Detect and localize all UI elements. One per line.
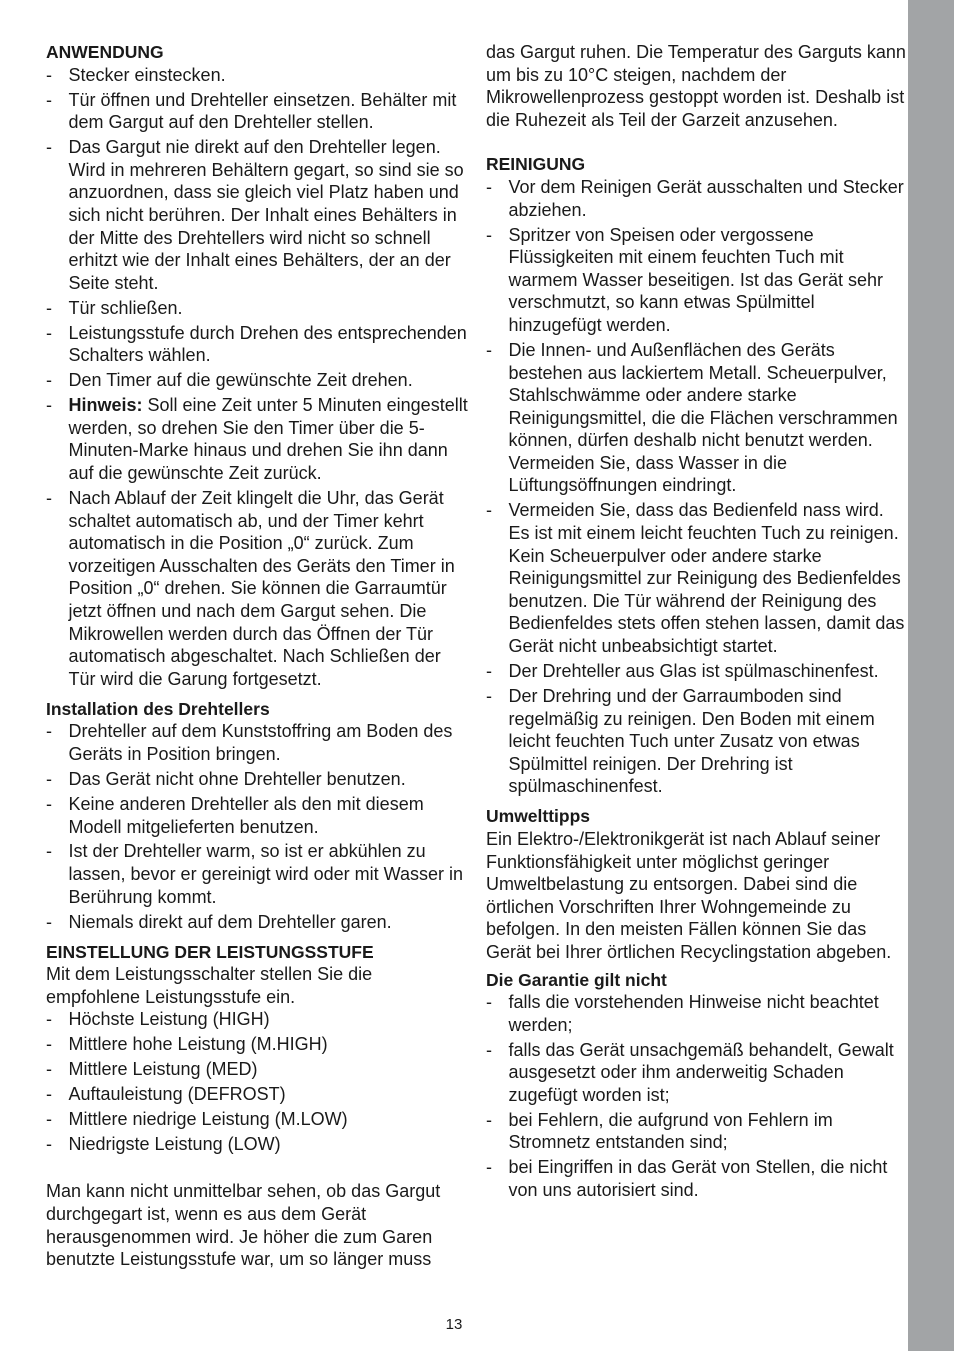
list-item: [486, 991, 906, 1036]
leistungsstufe-heading: EINSTELLUNG DER LEISTUNGSSTUFE: [46, 941, 374, 962]
list-item-text: Leistungsstufe durch Drehen des entsprechenden Schalters wählen.: [68, 322, 467, 366]
dash-bullet: -: [46, 1059, 52, 1080]
list-item-text: Drehteller auf dem Kunststoffring am Boden des Geräts in Position bringen.: [68, 721, 453, 764]
installation-heading: Installation des Drehtellers: [46, 698, 270, 719]
dash-bullet: -: [46, 841, 52, 862]
list-item-text: Spritzer von Speisen oder vergossene Flüssigkeiten mit einem feuchten Tuch mit warmem Wasser beseitigen. Ist das Gerät sehr verschmutzt, so kann etwas Spülmittel hinzugefügt werden.: [508, 224, 883, 335]
umwelttipps-text: Ein Elektro-/Elektronikgerät ist nach Ablauf seiner Funktionsfähigkeit unter möglichst geringer Umweltbelastung zu entsorgen. Dabei sind die örtlichen Vorschriften Ihrer Wohngemeinde zu befolgen. In den meisten Fällen können Sie das Gerät bei Ihrer örtlichen Recyclingstation abgeben.: [486, 828, 892, 962]
list-item: [486, 499, 906, 657]
dash-bullet: -: [46, 768, 52, 789]
leistungsstufe-intro: Mit dem Leistungsschalter stellen Sie die empfohlene Leistungsstufe ein.: [46, 964, 373, 1007]
list-item: [46, 64, 470, 87]
left-column: [46, 41, 470, 1271]
list-item: [46, 1033, 470, 1056]
dash-bullet: -: [486, 1157, 492, 1178]
list-item-text: Die Innen- und Außenflächen des Geräts bestehen aus lackiertem Metall. Scheuerpulver, Stahlschwämme oder andere starke Reinigungsmittel, die die Flächen verschrammen können, dürfen deshalb nicht benutzt werden. Vermeiden Sie, dass Wasser in die Lüftungsöffnungen eindringt.: [508, 339, 898, 496]
sidebar-tab: [908, 0, 954, 1351]
installation-list: [46, 720, 470, 933]
list-item-text: Niedrigste Leistung (LOW): [68, 1134, 281, 1155]
reinigung-heading: REINIGUNG: [486, 154, 586, 175]
list-item-text: Das Gargut nie direkt auf den Drehteller legen. Wird in mehreren Behältern gegart, so sind sie so anzuordnen, dass sie gleich viel Platz haben und sich nicht berühren. Der Inhalt eines Behälters in der Mitte des Drehtellers wird nicht so schnell erhitzt wie der Inhalt eines Behälters, der an der Seite steht.: [68, 137, 464, 293]
leistungsstufe-closing: Man kann nicht unmittelbar sehen, ob das Gargut durchgegart ist, wenn es aus dem Gerät herausgenommen wird. Je höher die zum Garen benutzte Leistungsstufe war, um so länger muss: [46, 1181, 441, 1270]
list-item: [486, 176, 906, 221]
hint-label: Hinweis:: [68, 395, 143, 416]
dash-bullet: -: [46, 1109, 52, 1130]
right-column: [486, 41, 906, 1204]
list-item: [46, 487, 470, 690]
dash-bullet: -: [46, 1009, 52, 1030]
garantie-list: [486, 991, 906, 1202]
list-item: [486, 1039, 906, 1107]
dash-bullet: -: [486, 661, 492, 681]
list-item-text: bei Eingriffen in das Gerät von Stellen, die nicht von uns autorisiert sind.: [508, 1157, 888, 1201]
dash-bullet: -: [486, 500, 492, 521]
dash-bullet: -: [46, 370, 52, 391]
dash-bullet: -: [486, 339, 492, 360]
list-item: [46, 1108, 470, 1131]
list-item: [46, 1008, 470, 1031]
list-item-text: falls das Gerät unsachgemäß behandelt, Gewalt ausgesetzt oder ihm anderweitig Schaden zugefügt worden ist;: [508, 1039, 894, 1105]
dash-bullet: -: [46, 911, 52, 932]
list-item-text: Der Drehring und der Garraumboden sind regelmäßig zu reinigen. Den Boden mit einem leicht feuchten Tuch unter Zusatz von etwas Spülmittel reinigen. Der Drehring ist spülmaschinenfest.: [508, 685, 875, 797]
dash-bullet: -: [46, 89, 52, 110]
list-item-text: Höchste Leistung (HIGH): [68, 1009, 270, 1030]
dash-bullet: -: [46, 1084, 52, 1105]
umwelttipps-heading: Umwelttipps: [486, 806, 591, 827]
list-item: [46, 1058, 470, 1081]
list-item-text: Keine anderen Drehteller als den mit diesem Modell mitgelieferten benutzen.: [68, 793, 424, 837]
list-item-text: Den Timer auf die gewünschte Zeit drehen.: [68, 370, 413, 391]
dash-bullet: -: [46, 297, 52, 318]
dash-bullet: -: [486, 1039, 492, 1060]
dash-bullet: -: [486, 685, 492, 706]
list-item: [46, 297, 470, 320]
dash-bullet: -: [46, 1134, 52, 1155]
list-item-text: Ist der Drehteller warm, so ist er abkühlen zu lassen, bevor er gereinigt wird oder mit Wasser in Berührung kommt.: [68, 841, 463, 907]
list-item: [46, 840, 470, 908]
list-item-text: bei Fehlern, die aufgrund von Fehlern im Stromnetz entstanden sind;: [508, 1109, 833, 1153]
list-item: [46, 1083, 470, 1106]
list-item-text: Mittlere hohe Leistung (M.HIGH): [68, 1034, 328, 1055]
dash-bullet: -: [486, 176, 492, 197]
garantie-heading: Die Garantie gilt nicht: [486, 969, 667, 990]
list-item: [486, 339, 906, 497]
dash-bullet: -: [46, 395, 52, 416]
dash-bullet: -: [46, 137, 52, 158]
list-item: [486, 660, 906, 683]
list-item: [46, 322, 470, 367]
list-item: [46, 369, 470, 392]
list-item: [46, 911, 470, 934]
anwendung-list: [46, 64, 470, 691]
list-item: [46, 1133, 470, 1156]
list-item: [486, 685, 906, 798]
page-number: 13: [445, 1316, 463, 1333]
dash-bullet: -: [46, 322, 52, 343]
list-item-text: Der Drehteller aus Glas ist spülmaschinenfest.: [508, 661, 879, 681]
anwendung-heading: ANWENDUNG: [46, 42, 164, 62]
list-item: [46, 89, 470, 134]
leistungsstufe-list: [46, 1008, 470, 1156]
dash-bullet: -: [46, 793, 52, 814]
list-item-text: Tür öffnen und Drehteller einsetzen. Behälter mit dem Gargut auf den Drehteller stellen.: [68, 89, 457, 133]
list-item-text: Vor dem Reinigen Gerät ausschalten und Stecker abziehen.: [508, 176, 904, 220]
list-item-text: Vermeiden Sie, dass das Bedienfeld nass wird. Es ist mit einem leicht feuchten Tuch zu reinigen. Kein Scheuerpulver oder andere starke Reinigungsmittel zur Reinigung des Bedienfeldes benutzen. Die Tür während der Reinigung des Bedienfeldes stets offen stehen lassen, damit das Gerät nicht unbeabsichtigt startet.: [508, 500, 905, 657]
hint-text: Soll eine Zeit unter 5 Minuten eingestellt werden, so drehen Sie den Timer über die 5-Minuten-Marke hinaus und drehen Sie ihn dann auf die gewünschte Zeit zurück.: [68, 395, 468, 484]
dash-bullet: -: [46, 64, 52, 85]
dash-bullet: -: [46, 721, 52, 742]
list-item: [486, 1109, 906, 1154]
list-item: [46, 136, 470, 294]
list-item: [46, 720, 470, 765]
dash-bullet: -: [486, 992, 492, 1013]
dash-bullet: -: [46, 488, 52, 509]
dash-bullet: -: [46, 1034, 52, 1055]
list-item: [46, 768, 470, 791]
list-item-text: Nach Ablauf der Zeit klingelt die Uhr, das Gerät schaltet automatisch ab, und der Timer kehrt automatisch in die Position „0“ zurück. Zum vorzeitigen Ausschalten des Geräts den Timer in Position „0“ drehen. Sie können die Garraumtür jetzt öffnen und nach dem Gargut sehen. Die Mikrowellen werden durch das Öffnen der Tür automatisch abgeschaltet. Nach Schließen der Tür wird die Garung fortgesetzt.: [68, 488, 455, 689]
dash-bullet: -: [486, 224, 492, 245]
list-item-text: Stecker einstecken.: [68, 64, 226, 85]
list-item-text: Niemals direkt auf dem Drehteller garen.: [68, 911, 392, 932]
list-item-text: Auftauleistung (DEFROST): [68, 1084, 286, 1105]
list-item-text: Mittlere Leistung (MED): [68, 1059, 258, 1080]
dash-bullet: -: [486, 1109, 492, 1130]
reinigung-list: [486, 176, 906, 798]
list-item: [486, 224, 906, 337]
list-item-text: falls die vorstehenden Hinweise nicht beachtet werden;: [508, 992, 879, 1035]
list-item: [486, 1156, 906, 1201]
list-item-text: Tür schließen.: [68, 297, 183, 318]
list-item-text: Mittlere niedrige Leistung (M.LOW): [68, 1109, 348, 1130]
continuation-paragraph: das Gargut ruhen. Die Temperatur des Garguts kann um bis zu 10°C steigen, nachdem der Mikrowellenprozess gestoppt worden ist. Deshalb ist die Ruhezeit als Teil der Garzeit anzusehen.: [486, 42, 906, 130]
hint-item: [46, 394, 470, 484]
list-item: [46, 793, 470, 838]
list-item-text: Das Gerät nicht ohne Drehteller benutzen.: [68, 768, 406, 789]
